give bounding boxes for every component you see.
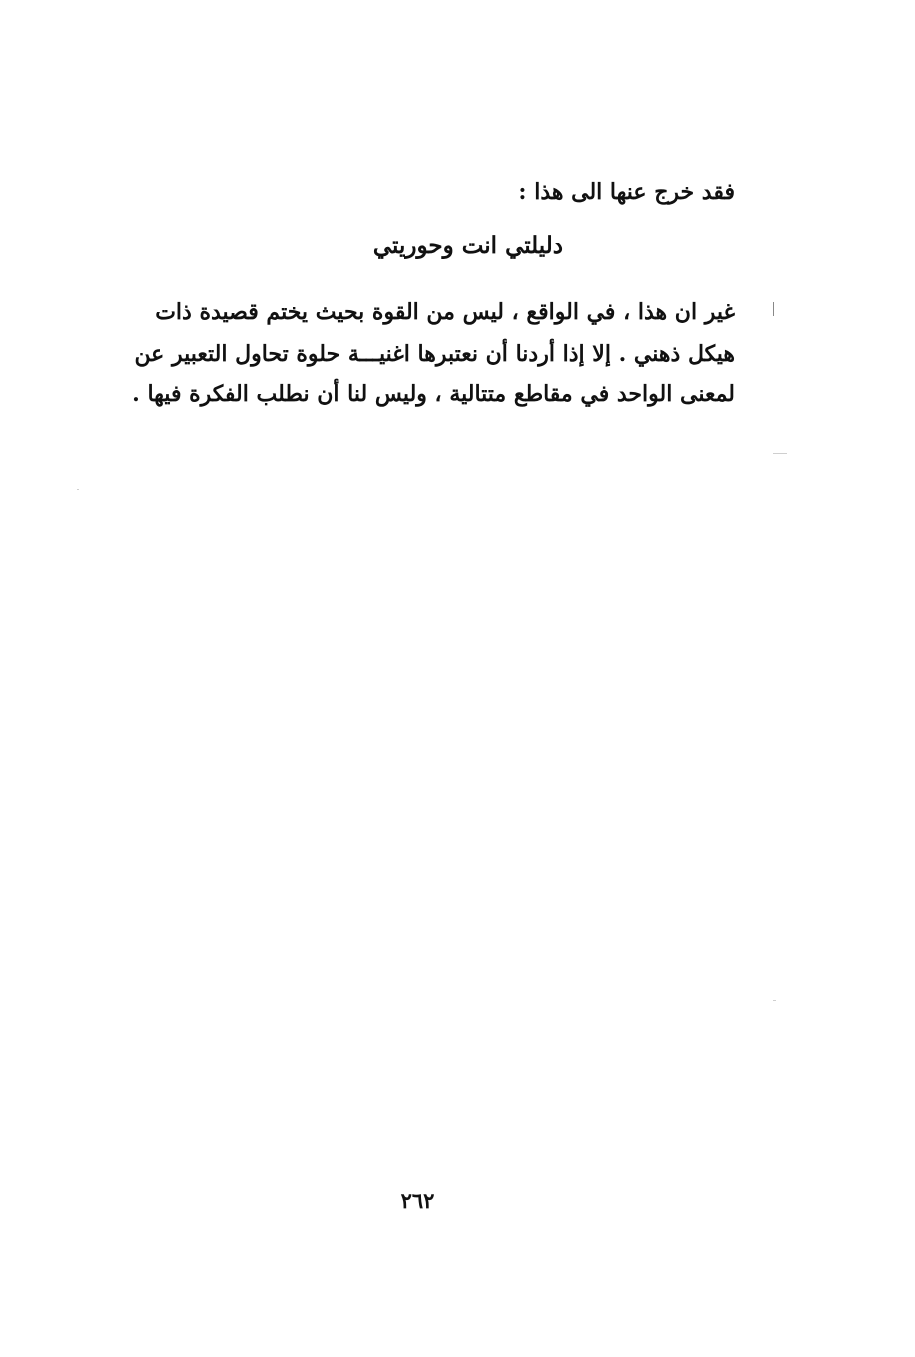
paragraph-line-1: غير ان هذا ، في الواقع ، ليس من القوة بحيث يختم قصيدة ذات bbox=[155, 299, 735, 325]
intro-line: فقد خرج عنها الى هذا : bbox=[518, 179, 735, 205]
scan-speck bbox=[77, 489, 79, 490]
paragraph-line-2: هيكل ذهني . إلا إذا أردنا أن نعتبرها اغنيـــة حلوة تحاول التعبير عن bbox=[134, 341, 735, 367]
margin-mark bbox=[773, 302, 774, 316]
paragraph-line-3: لمعنى الواحد في مقاطع متتالية ، وليس لنا أن نطلب الفكرة فيها . bbox=[132, 381, 735, 407]
page-number: ٢٦٢ bbox=[400, 1188, 435, 1213]
quoted-verse: دليلتي انت وحوريتي bbox=[372, 232, 563, 259]
scan-speck bbox=[773, 1000, 776, 1001]
scan-speck bbox=[773, 453, 787, 454]
